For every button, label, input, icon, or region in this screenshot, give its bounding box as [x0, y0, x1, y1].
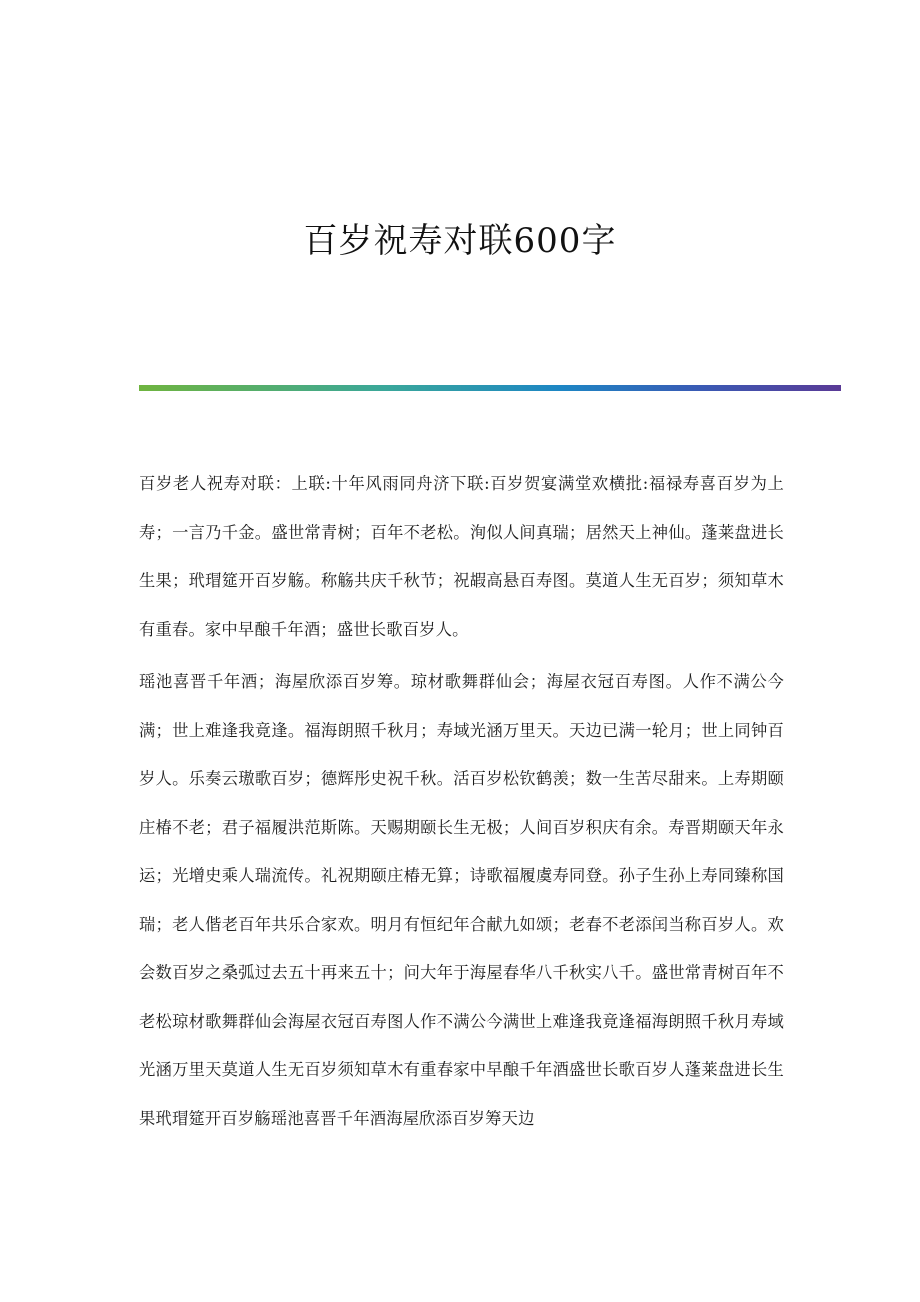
document-body: [139, 460, 784, 1143]
paragraph-1: 百岁老人祝寿对联：上联:十年风雨同舟济下联:百岁贺宴满堂欢横批:福禄寿喜百岁为上寿；一言乃千金。盛世常青树；百年不老松。洵似人间真瑞；居然天上神仙。蓬莱盘进长生果；玳瑁筵开百岁觞。称觞共庆千秋节；祝嘏高悬百寿图。莫道人生无百岁；须知草木有重春。家中早酿千年酒；盛世长歌百岁人。: [139, 474, 784, 639]
paragraph-2: 瑶池喜晋千年酒；海屋欣添百岁筹。琼材歌舞群仙会；海屋衣冠百寿图。人作不满公今满；世上难逢我竟逢。福海朗照千秋月；寿域光涵万里天。天边已满一轮月；世上同钟百岁人。乐奏云璈歌百岁；德辉彤史祝千秋。活百岁松钦鹤羡；数一生苦尽甜来。上寿期颐庄椿不老；君子福履洪范斯陈。天赐期颐长生无极；人间百岁积庆有余。寿晋期颐天年永运；光增史乘人瑞流传。礼祝期颐庄椿无算；诗歌福履虞寿同登。孙子生孙上寿同臻称国瑞；老人偕老百年共乐合家欢。明月有恒纪年合献九如颂；老春不老添闰当称百岁人。欢会数百岁之桑弧过去五十再来五十；问大年于海屋春华八千秋实八千。盛世常青树百年不老松琼材歌舞群仙会海屋衣冠百寿图人作不满公今满世上难逢我竟逢福海朗照千秋月寿域光涵万里天莫道人生无百岁须知草木有重春家中早酿千年酒盛世长歌百岁人蓬莱盘进长生果玳瑁筵开百岁觞瑶池喜晋千年酒海屋欣添百岁筹天边: [139, 672, 784, 1128]
gradient-divider: [139, 385, 841, 391]
document-title: 百岁祝寿对联600字: [303, 221, 617, 261]
